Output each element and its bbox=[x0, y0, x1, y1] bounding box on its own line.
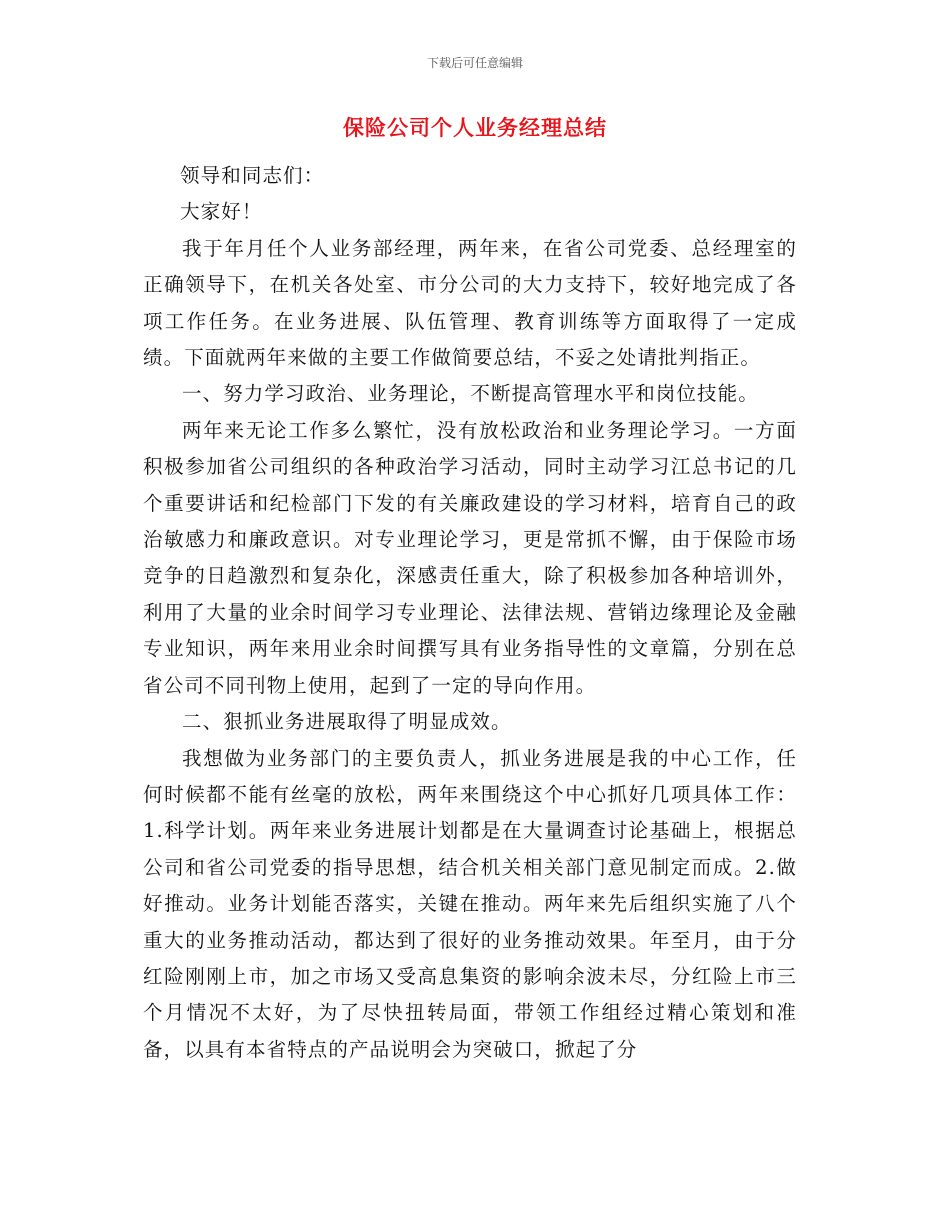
paragraph-salutation: 领导和同志们： bbox=[180, 164, 325, 187]
section-heading-2: 二、狠抓业务进展取得了明显成效。 bbox=[182, 710, 512, 734]
document-title: 保险公司个人业务经理总结 bbox=[343, 116, 607, 140]
paragraph-greeting: 大家好！ bbox=[180, 200, 263, 224]
paragraph-section-2: 我想做为业务部门的主要负责人，抓业务进展是我的中心工作，任何时候都不能有丝毫的放松，两年来围绕这个中心抓好几项具体工作：1.科学计划。两年来业务进展计划都是在大量调查讨论基础上，根据总公司和省公司党委的指导思想，结合机关相关部门意见制定而成。2.做好推动。业务计划能否落实，关键在推动。两年来先后组织实施了八个重大的业务推动活动，都达到了很好的业务推动效果。年至月，由于分红险刚刚上市，加之市场又受高息集资的影响余波未尽，分红险上市三个月情况不太好，为了尽快扭转局面，带领工作组经过精心策划和准备，以具有本省特点的产品说明会为突破口，掀起了分 bbox=[143, 746, 797, 1061]
page-header-note: 下载后可任意编辑 bbox=[426, 56, 523, 70]
paragraph-intro: 我于年月任个人业务部经理，两年来，在省公司党委、总经理室的正确领导下，在机关各处室、市分公司的大力支持下，较好地完成了各项工作任务。在业务进展、队伍管理、教育训练等方面取得了一定成绩。下面就两年来做的主要工作做简要总结，不妥之处请批判指正。 bbox=[143, 236, 797, 370]
document-body bbox=[143, 158, 797, 1068]
section-heading-1: 一、努力学习政治、业务理论，不断提高管理水平和岗位技能。 bbox=[182, 382, 759, 406]
paragraph-section-1: 两年来无论工作多么繁忙，没有放松政治和业务理论学习。一方面积极参加省公司组织的各种政治学习活动，同时主动学习江总书记的几个重要讲话和纪检部门下发的有关廉政建设的学习材料，培育自己的政治敏感力和廉政意识。对专业理论学习，更是常抓不懈，由于保险市场竞争的日趋激烈和复杂化，深感责任重大，除了积极参加各种培训外，利用了大量的业余时间学习专业理论、法律法规、营销边缘理论及金融专业知识，两年来用业余时间撰写具有业务指导性的文章篇，分别在总省公司不同刊物上使用，起到了一定的导向作用。 bbox=[143, 418, 797, 697]
